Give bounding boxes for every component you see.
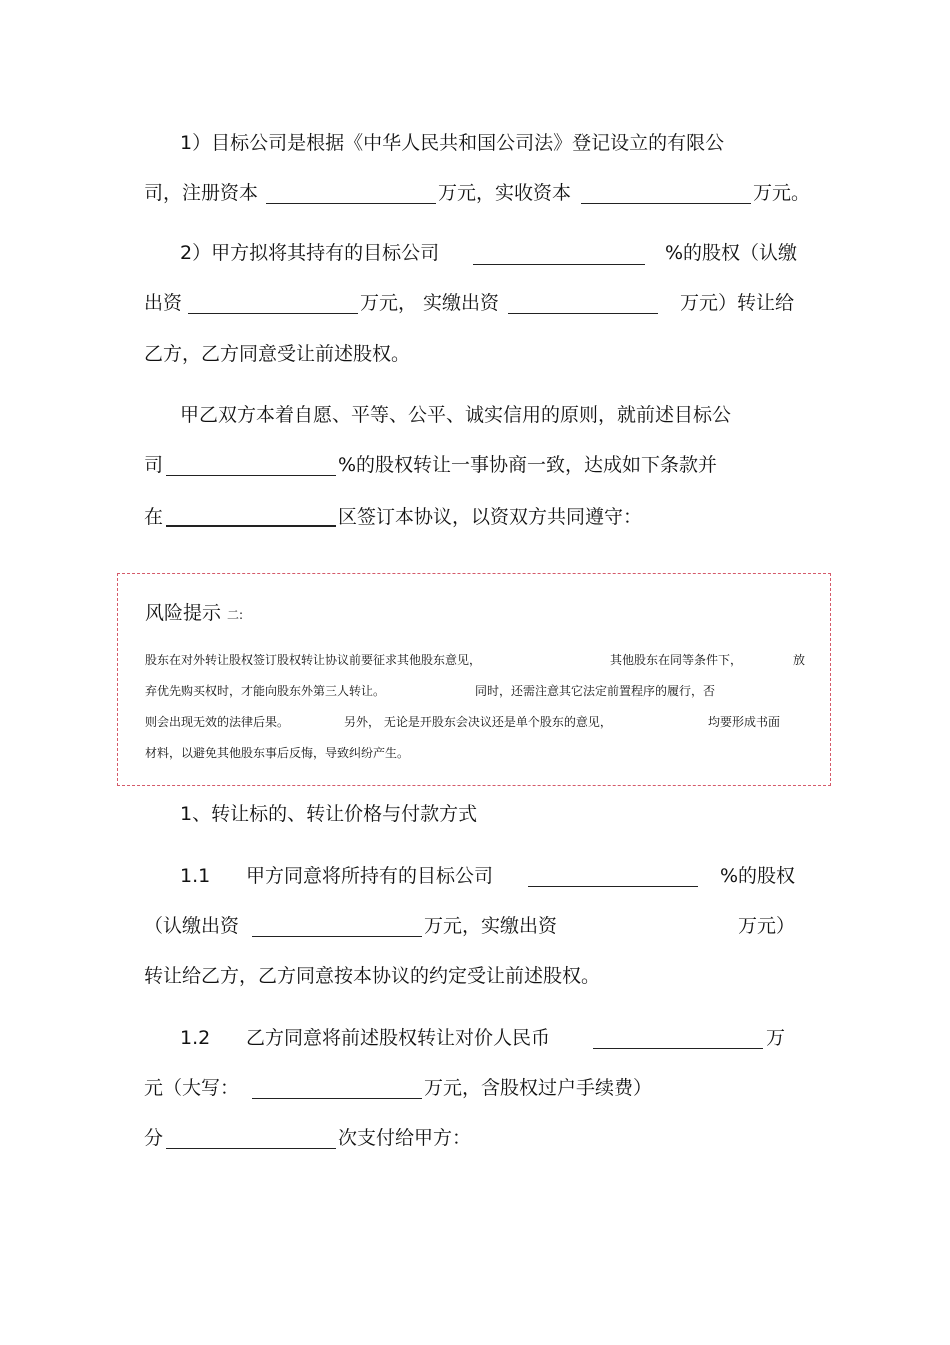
clause-1-2-line-2-start: 元（大写：	[144, 1077, 240, 1099]
risk-line-3-c: 均要形成书面	[708, 715, 781, 729]
risk-line-4: 材料，以避免其他股东事后反悔，导致纠纷产生。	[145, 746, 410, 760]
clause-1-2-line-3-start: 分	[144, 1127, 164, 1149]
clause-1-1-line-3: 转让给乙方，乙方同意按本协议的约定受让前述股权。	[144, 965, 601, 987]
clause-1-line-2-end: 万元。	[753, 182, 811, 204]
clause-1-line-1: 1）目标公司是根据《中华人民共和国公司法》登记设立的有限公	[180, 132, 725, 154]
clause-2-line-2-end: 万元）转让给	[680, 292, 795, 314]
clause-1-1-line-1-end: %的股权	[720, 865, 796, 887]
risk-line-1-b: 其他股东在同等条件下，	[610, 653, 743, 667]
risk-title-mark: 二:	[227, 608, 244, 622]
clause-1-2-line-3-end: 次支付给甲方：	[338, 1127, 472, 1149]
clause-2-line-2-start: 出资	[144, 292, 183, 314]
registered-capital-blank[interactable]	[266, 203, 436, 204]
preamble-line-3-start: 在	[144, 506, 164, 528]
clause-1-1-line-2-end: 万元）	[738, 915, 796, 937]
clause-1-1-percent-blank[interactable]	[528, 886, 698, 887]
clause-2-line-2-mid: 万元， 实缴出资	[360, 292, 500, 314]
risk-line-1-a: 股东在对外转让股权签订股权转让协议前要征求其他股东意见，	[145, 653, 482, 667]
risk-line-3-b: 另外， 无论是开股东会决议还是单个股东的意见，	[344, 715, 612, 729]
signing-district-blank[interactable]	[166, 525, 336, 527]
clause-1-2-uppercase-blank[interactable]	[252, 1098, 422, 1099]
clause-2-line-3: 乙方，乙方同意受让前述股权。	[144, 343, 411, 365]
clause-1-1-line-1: 甲方同意将所持有的目标公司	[246, 865, 494, 887]
clause-2-line-1-end: %的股权（认缴	[665, 242, 798, 264]
clause-1-1-line-2-mid: 万元，实缴出资	[424, 915, 558, 937]
risk-title-text: 风险提示	[145, 602, 222, 624]
equity-percent-blank[interactable]	[473, 264, 645, 265]
clause-1-1-line-2-start: （认缴出资	[144, 915, 240, 937]
paid-capital-blank[interactable]	[581, 203, 751, 204]
preamble-line-1: 甲乙双方本着自愿、平等、公平、诚实信用的原则，就前述目标公	[180, 404, 732, 426]
section-1-heading: 1、转让标的、转让价格与付款方式	[180, 803, 478, 825]
clause-1-1-number: 1.1	[180, 865, 211, 887]
preamble-line-3-end: 区签订本协议，以资双方共同遵守：	[338, 506, 643, 528]
clause-1-2-price-blank[interactable]	[593, 1048, 763, 1049]
preamble-line-2-end: %的股权转让一事协商一致，达成如下条款并	[338, 454, 718, 476]
clause-1-line-2-mid: 万元，实收资本	[438, 182, 572, 204]
clause-1-2-line-1-end: 万	[766, 1027, 786, 1049]
clause-1-1-subscribed-blank[interactable]	[252, 936, 422, 937]
preamble-line-2-start: 司	[144, 454, 164, 476]
subscribed-capital-blank[interactable]	[188, 313, 358, 314]
clause-1-line-2-start: 司，注册资本	[144, 182, 259, 204]
clause-1-2-line-2-end: 万元，含股权过户手续费）	[424, 1077, 653, 1099]
transfer-percent-blank[interactable]	[166, 475, 336, 476]
risk-notice-title	[145, 601, 243, 627]
risk-line-1-c: 放	[793, 653, 806, 667]
risk-line-2-b: 同时，还需注意其它法定前置程序的履行，否	[475, 684, 716, 698]
clause-1-2-line-1: 乙方同意将前述股权转让对价人民币	[246, 1027, 551, 1049]
paid-in-capital-blank[interactable]	[508, 313, 658, 314]
clause-1-2-number: 1.2	[180, 1027, 211, 1049]
clause-1-2-installments-blank[interactable]	[166, 1148, 336, 1149]
risk-line-3-a: 则会出现无效的法律后果。	[145, 715, 290, 729]
risk-line-2-a: 弃优先购买权时，才能向股东外第三人转让。	[145, 684, 386, 698]
clause-2-line-1: 2）甲方拟将其持有的目标公司	[180, 242, 440, 264]
